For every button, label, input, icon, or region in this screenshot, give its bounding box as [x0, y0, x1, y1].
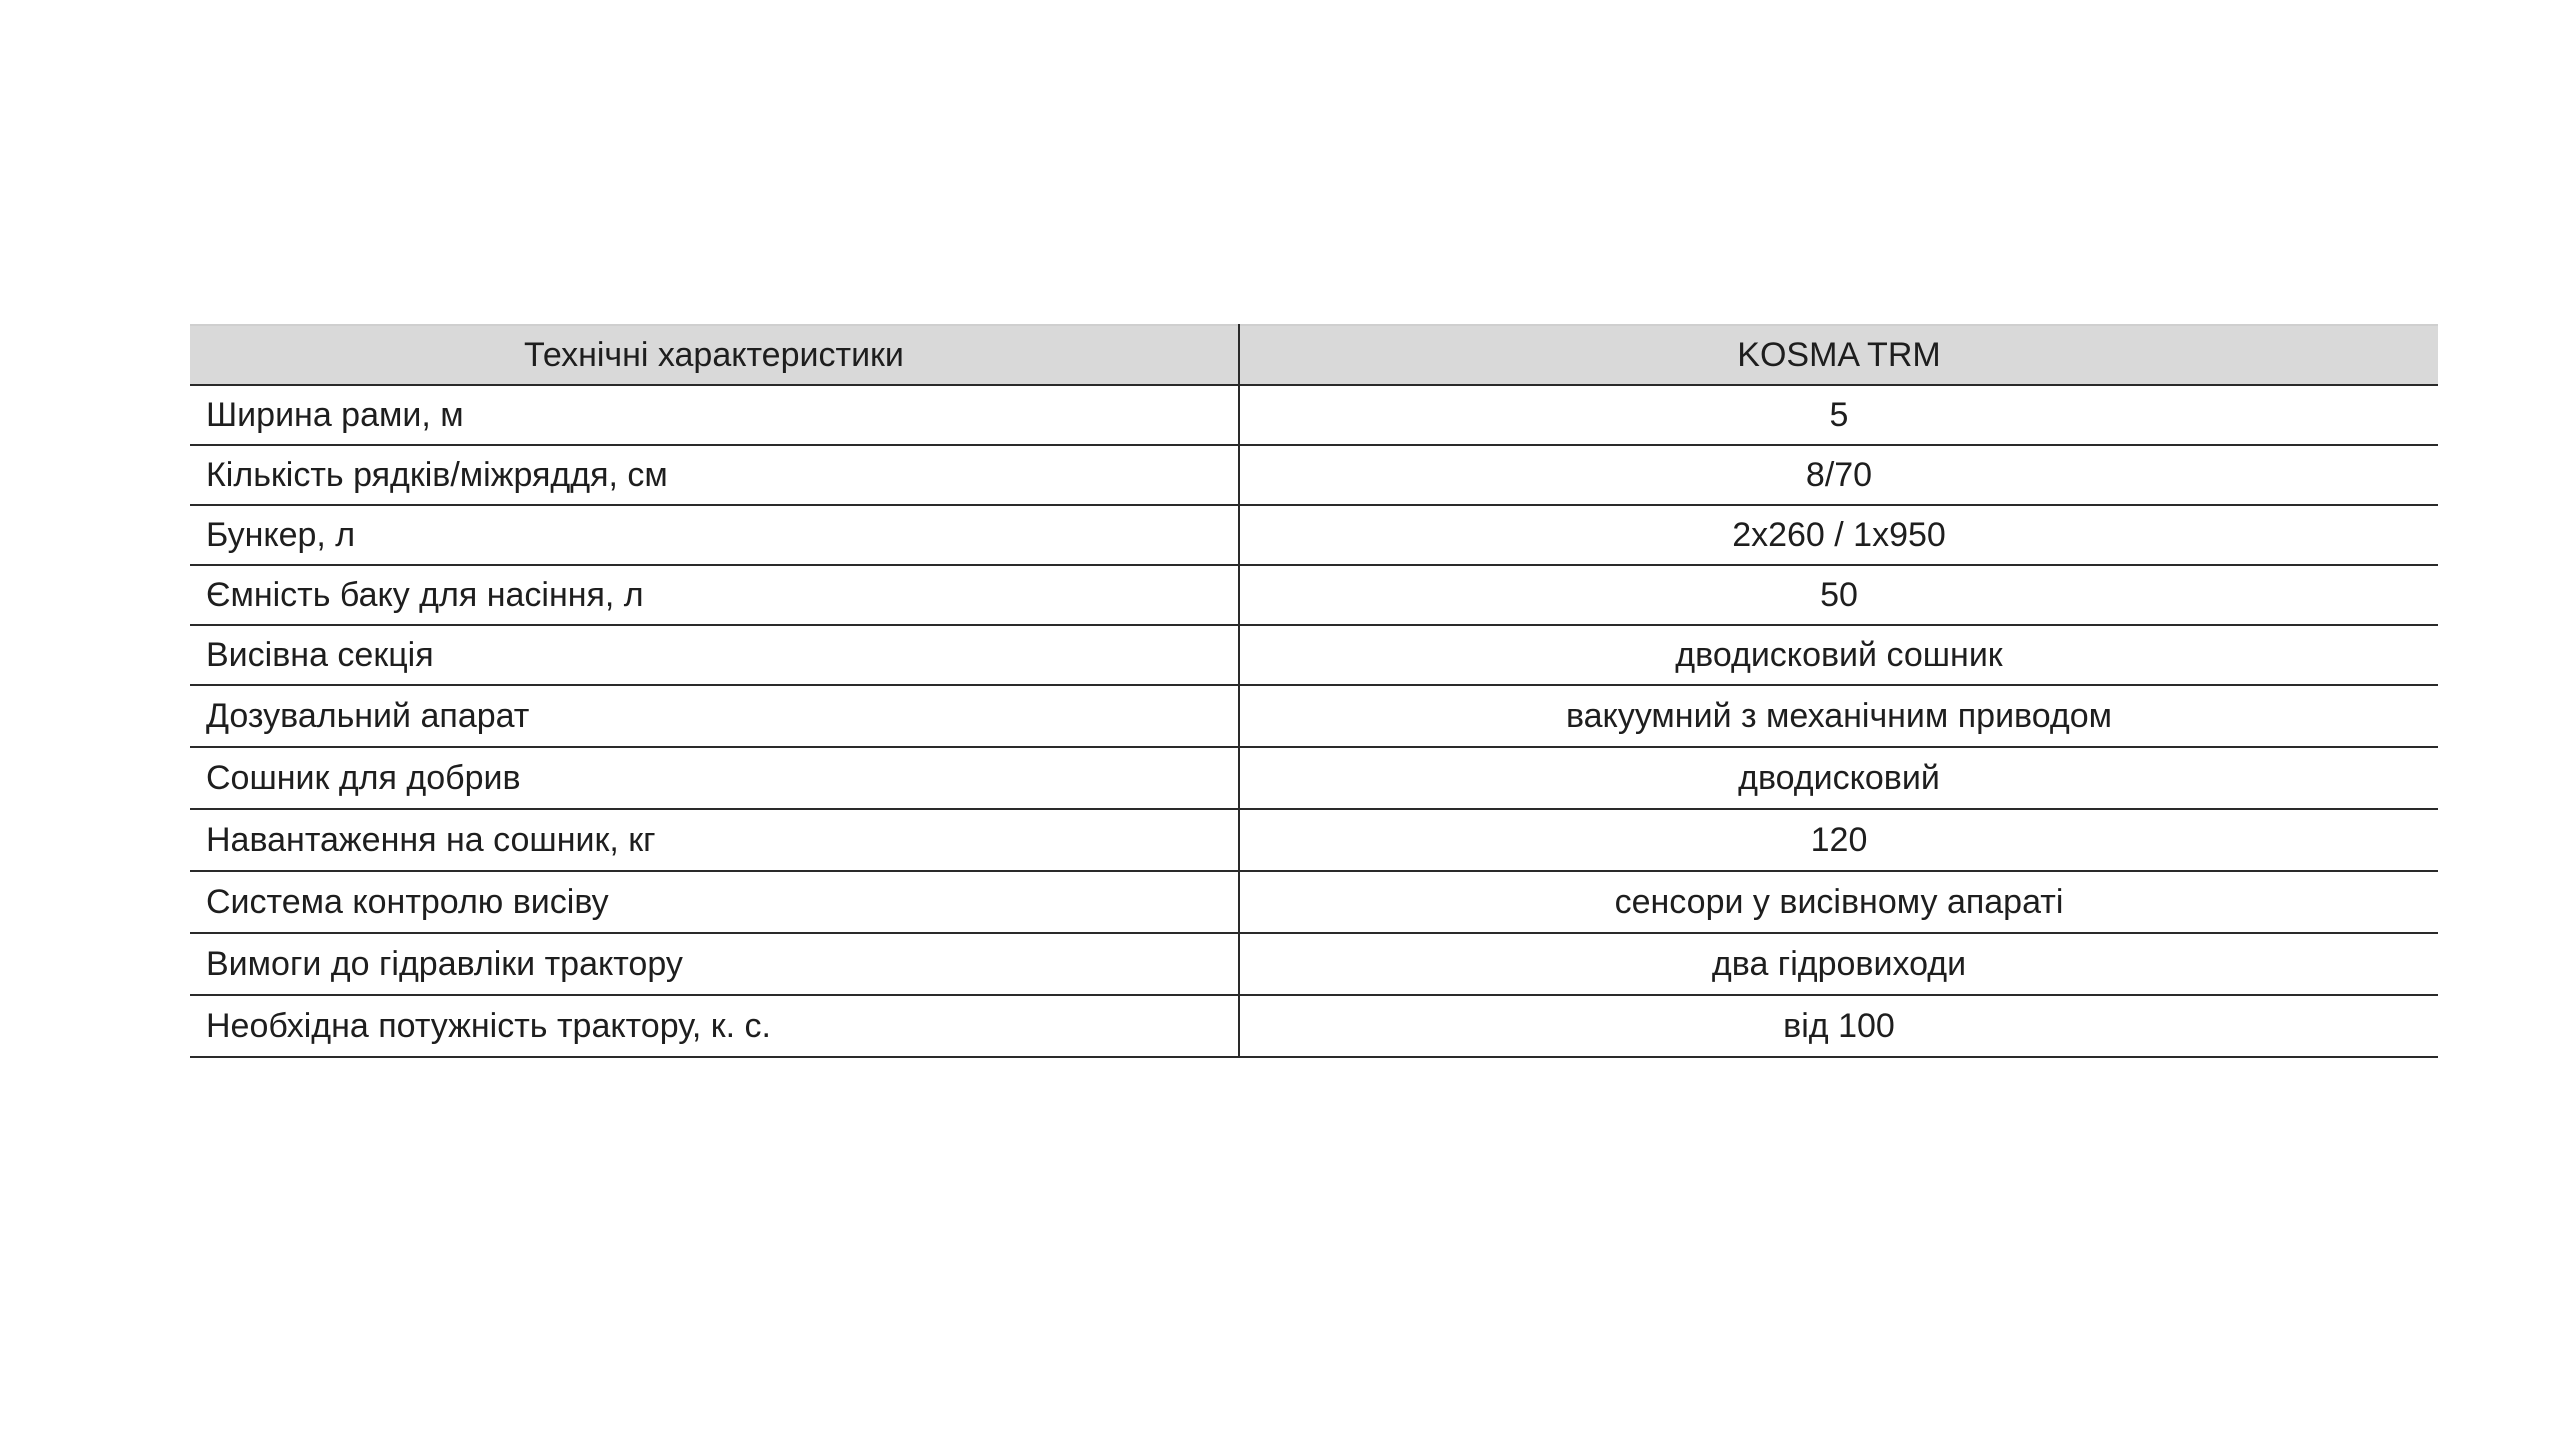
table-row	[190, 445, 2438, 505]
row-value: від 100	[1239, 995, 2438, 1057]
row-value: дводисковий	[1239, 747, 2438, 809]
row-parameter: Сошник для добрив	[190, 747, 1239, 809]
header-model: KOSMA TRM	[1239, 325, 2438, 385]
table-row	[190, 747, 2438, 809]
table-row	[190, 385, 2438, 445]
table-row	[190, 871, 2438, 933]
specifications-table	[190, 324, 2438, 1058]
table-row	[190, 809, 2438, 871]
table-row	[190, 565, 2438, 625]
row-value: дводисковий сошник	[1239, 625, 2438, 685]
table-header-row	[190, 325, 2438, 385]
row-parameter: Система контролю висіву	[190, 871, 1239, 933]
row-parameter: Необхідна потужність трактору, к. с.	[190, 995, 1239, 1057]
row-parameter: Навантаження на сошник, кг	[190, 809, 1239, 871]
row-value: 2x260 / 1x950	[1239, 505, 2438, 565]
table-row	[190, 995, 2438, 1057]
row-value: сенсори у висівному апараті	[1239, 871, 2438, 933]
row-value: 120	[1239, 809, 2438, 871]
table-row	[190, 625, 2438, 685]
header-parameter: Технічні характеристики	[190, 325, 1239, 385]
row-parameter: Вимоги до гідравліки трактору	[190, 933, 1239, 995]
row-parameter: Висівна секція	[190, 625, 1239, 685]
row-value: 8/70	[1239, 445, 2438, 505]
row-parameter: Бункер, л	[190, 505, 1239, 565]
row-parameter: Дозувальний апарат	[190, 685, 1239, 747]
table-row	[190, 933, 2438, 995]
row-parameter: Кількість рядків/міжряддя, см	[190, 445, 1239, 505]
row-value: 50	[1239, 565, 2438, 625]
row-value: 5	[1239, 385, 2438, 445]
row-parameter: Ємність баку для насіння, л	[190, 565, 1239, 625]
row-parameter: Ширина рами, м	[190, 385, 1239, 445]
table-row	[190, 505, 2438, 565]
table-row	[190, 685, 2438, 747]
row-value: вакуумний з механічним приводом	[1239, 685, 2438, 747]
row-value: два гідровиходи	[1239, 933, 2438, 995]
